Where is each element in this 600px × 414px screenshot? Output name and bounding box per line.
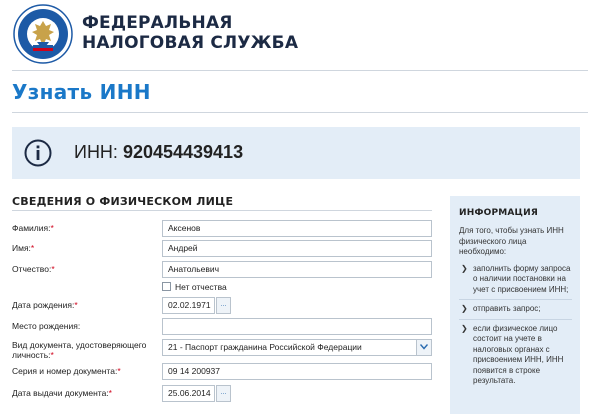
name-input[interactable]: Андрей — [162, 240, 432, 257]
fns-emblem-icon[interactable] — [13, 4, 73, 64]
section-divider — [12, 210, 432, 211]
inn-label: ИНН: — [74, 142, 118, 162]
info-panel-list — [459, 264, 572, 391]
inn-value: 920454439413 — [122, 142, 244, 162]
birth-place-label: Место рождения: — [12, 321, 81, 331]
info-panel-title: ИНФОРМАЦИЯ — [459, 208, 538, 218]
page-title: Узнать ИНН — [12, 80, 151, 104]
doc-number-label: Серия и номер документа:* — [12, 366, 121, 376]
name-label: Имя:* — [12, 243, 35, 253]
bullet-icon: ❯ — [461, 263, 468, 273]
doc-type-value: 21 - Паспорт гражданина Российской Федерации — [168, 342, 362, 352]
inn-result-panel — [12, 127, 580, 179]
list-item: ❯ заполнить форму запроса о наличии постановки на учет с присвоением ИНН; — [459, 264, 572, 301]
info-panel-intro: Для того, чтобы узнать ИНН физического лица необходимо: — [459, 226, 564, 256]
title-divider — [12, 112, 588, 113]
birth-date-input[interactable]: 02.02.1971 — [162, 297, 215, 314]
birth-date-label: Дата рождения:* — [12, 300, 78, 310]
doc-issue-date-label: Дата выдачи документа:* — [12, 388, 112, 398]
brand-name — [82, 13, 298, 53]
brand-line-2: НАЛОГОВАЯ СЛУЖБА — [82, 33, 299, 53]
no-patronymic-checkbox[interactable] — [162, 282, 171, 291]
birth-date-picker-button[interactable]: ... — [216, 297, 231, 314]
doc-type-label: Вид документа, удостоверяющего личность:* — [12, 340, 147, 360]
inn-result-text — [74, 142, 243, 163]
surname-label: Фамилия:* — [12, 223, 54, 233]
info-panel — [450, 196, 580, 414]
no-patronymic-label: Нет отчества — [175, 282, 227, 292]
patronymic-label: Отчество:* — [12, 264, 55, 274]
list-item: ❯ если физическое лицо состоит на учете в налоговых органах с присвоением ИНН, ИНН появится в строке результата. — [461, 323, 564, 385]
brand-line-1: ФЕДЕРАЛЬНАЯ — [82, 13, 233, 33]
info-icon — [24, 139, 52, 167]
birth-place-input[interactable] — [162, 318, 432, 335]
doc-issue-date-picker-button[interactable]: ... — [216, 385, 231, 402]
doc-number-input[interactable]: 09 14 200937 — [162, 363, 432, 380]
chevron-down-icon[interactable] — [416, 340, 431, 355]
bullet-icon: ❯ — [461, 323, 468, 333]
bullet-icon: ❯ — [461, 304, 468, 313]
list-item: ❯ отправить запрос; — [459, 304, 572, 320]
header-divider — [12, 70, 588, 71]
surname-input[interactable]: Аксенов — [162, 220, 432, 237]
doc-issue-date-input[interactable]: 25.06.2014 — [162, 385, 215, 402]
section-title: СВЕДЕНИЯ О ФИЗИЧЕСКОМ ЛИЦЕ — [12, 195, 234, 208]
doc-type-select[interactable] — [162, 339, 432, 356]
patronymic-input[interactable]: Анатольевич — [162, 261, 432, 278]
